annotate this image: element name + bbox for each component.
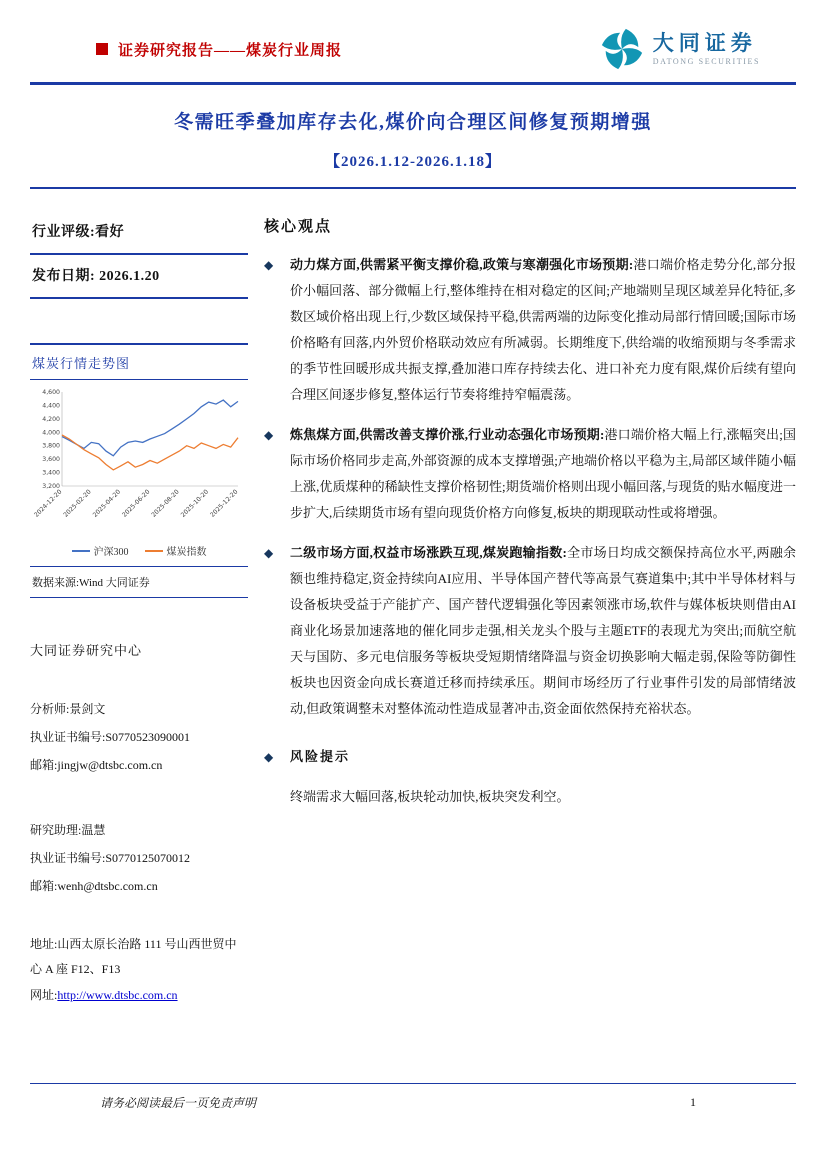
core-views-heading: 核心观点 — [264, 219, 333, 235]
svg-text:3,800: 3,800 — [42, 442, 60, 450]
title-divider — [30, 187, 796, 189]
svg-text:3,200: 3,200 — [42, 483, 60, 490]
bullet-secondary-market — [264, 540, 796, 722]
analyst-cert: 执业证书编号:S0770523090001 — [30, 730, 191, 745]
svg-text:2025-10-20: 2025-10-20 — [179, 488, 211, 519]
legend-label-coal: 煤炭指数 — [166, 547, 207, 558]
data-source: 数据来源:Wind 大同证券 — [30, 566, 248, 598]
research-center: 大同证券研究中心 — [30, 643, 143, 658]
company-logo — [599, 26, 760, 72]
bullet-lead: 炼焦煤方面,供需改善支撑价涨,行业动态强化市场预期: — [290, 427, 605, 442]
risk-body: 终端需求大幅回落,板块轮动加快,板块突发利空。 — [290, 789, 570, 804]
risk-heading: 风险提示 — [290, 749, 351, 764]
bullet-body: 全市场日均成交额保持高位水平,两融余额也维持稳定,资金持续向AI应用、半导体国产替代等高景气赛道集中;其中半导体材料与设备板块受益于产能扩产、国产替代逻辑强化等因素领涨市场,软件与媒体板块则借由AI商业化场景加速落地的催化同步走强,相关龙头个股与主题ETF的表现尤为突出;而航空航天与国防、多元电信服务等板块受短期情绪降温与资金切换影响大幅走弱,保险等防御性板块也因资金向成长赛道迁移而持续承压。期间市场经历了行业事件引发的局部情绪波动,但政策调整未对整体流动性造成显著冲击,资金面依然保持充裕状态。 — [290, 545, 796, 716]
assistant-info — [30, 816, 248, 901]
report-type-banner — [96, 39, 342, 60]
logo-name-en: DATONG SECURITIES — [652, 57, 760, 67]
website-link[interactable]: http://www.dtsbc.com.cn — [57, 987, 178, 1002]
bullet-lead: 动力煤方面,供需紧平衡支撑价稳,政策与寒潮强化市场预期: — [290, 257, 634, 272]
svg-text:2025-06-20: 2025-06-20 — [121, 488, 152, 519]
bullet-coking-coal — [264, 422, 796, 526]
report-period: 【2026.1.12-2026.1.18】 — [325, 154, 501, 170]
svg-text:4,200: 4,200 — [42, 415, 60, 423]
legend-label-hs300: 沪深300 — [93, 547, 129, 558]
bullet-body: 港口端价格走势分化,部分报价小幅回落、部分微幅上行,整体维持在相对稳定的区间;产地端则呈现区域差异化特征,多数区域价格出现上行,少数区域保持平稳,供需两端的边际变化推动局部行情回暖;国际市场价格略有回落,内外贸价格联动效应有所减弱。长期维度下,供给端的收缩预期与冬季需求的季节性回暖形成共振支撑,叠加港口库存持续去化、进口补充力度有限,煤价后续有望向合理区间逐步修复,整体运行节奏将维持窄幅震荡。 — [290, 257, 796, 402]
coal-line-swatch-icon — [145, 550, 163, 552]
bullet-body: 港口端价格大幅上行,涨幅突出;国际市场价格同步走高,外部资源的成本支撑增强;产地端价格以平稳为主,局部区域伴随小幅上涨,优质煤种的稀缺性支撑价格韧性;期货端价格则出现小幅回落,与现货的贴水幅度进一步扩大,后续期货市场有望向现货价格方向修复,板块的期现联动性或将增强。 — [290, 427, 796, 520]
logo-text — [653, 32, 760, 66]
market-trend-box — [30, 343, 248, 598]
sidebar — [30, 213, 248, 1008]
bullet-thermal-coal — [264, 252, 796, 408]
bullet-risk — [264, 744, 796, 770]
report-type-label: 证券研究报告——煤炭行业周报 — [118, 42, 343, 59]
chart-legend — [30, 541, 248, 566]
legend-item-hs300 — [72, 543, 129, 558]
assistant-email: 邮箱:wenh@dtsbc.com.cn — [30, 878, 158, 893]
bullet-paragraph — [290, 422, 796, 526]
diamond-bullet-icon: ◆ — [264, 546, 274, 560]
svg-text:4,000: 4,000 — [42, 429, 60, 437]
svg-text:2025-12-20: 2025-12-20 — [209, 488, 240, 519]
svg-text:2025-02-20: 2025-02-20 — [62, 488, 93, 519]
assistant-cert: 执业证书编号:S0770125070012 — [30, 850, 191, 865]
publish-date: 发布日期: 2026.1.20 — [30, 257, 248, 299]
svg-text:4,600: 4,600 — [42, 389, 60, 396]
company-address: 地址:山西太原长治路 111 号山西世贸中心 A 座 F12、F13 — [30, 937, 237, 977]
svg-text:3,400: 3,400 — [42, 469, 60, 477]
bullet-paragraph — [290, 540, 796, 722]
red-square-icon — [96, 43, 108, 55]
page-footer — [0, 1083, 826, 1112]
bullet-lead: 二级市场方面,权益市场涨跌互现,煤炭跑输指数: — [290, 545, 567, 560]
logo-name-cn: 大同证券 — [652, 30, 757, 55]
svg-text:2024-12-20: 2024-12-20 — [33, 488, 64, 519]
report-title: 冬需旺季叠加库存去化,煤价向合理区间修复预期增强 — [174, 112, 652, 133]
svg-text:2025-08-20: 2025-08-20 — [150, 488, 181, 519]
industry-rating: 行业评级:看好 — [30, 213, 248, 255]
svg-text:2025-04-20: 2025-04-20 — [91, 488, 123, 519]
trend-chart — [30, 386, 246, 536]
page-number: 1 — [690, 1095, 696, 1109]
chart-title: 煤炭行情走势图 — [30, 345, 248, 380]
logo-pinwheel-icon — [599, 26, 645, 72]
main-content — [264, 213, 796, 1008]
legend-item-coal — [145, 543, 207, 558]
bullet-paragraph — [290, 252, 796, 408]
analyst-email: 邮箱:jingjw@dtsbc.com.cn — [30, 758, 163, 773]
website-line — [30, 983, 248, 1008]
page-header — [0, 0, 826, 82]
title-block — [0, 85, 826, 187]
hs300-line-swatch-icon — [72, 550, 90, 552]
chart-area — [30, 380, 248, 566]
analyst-info — [30, 695, 248, 780]
content-columns — [0, 213, 826, 1008]
risk-heading-wrap — [290, 744, 796, 770]
diamond-bullet-icon: ◆ — [264, 750, 274, 764]
svg-text:4,400: 4,400 — [42, 402, 60, 410]
diamond-bullet-icon: ◆ — [264, 258, 274, 272]
footer-row — [0, 1084, 826, 1111]
analyst-name: 分析师:景剑文 — [30, 702, 106, 716]
assistant-name: 研究助理:温慧 — [30, 822, 106, 837]
diamond-bullet-icon: ◆ — [264, 428, 274, 442]
footer-disclaimer: 请务必阅读最后一页免责声明 — [100, 1096, 257, 1110]
website-label: 网址: — [30, 987, 58, 1002]
contact-info — [30, 932, 248, 1008]
svg-text:3,600: 3,600 — [42, 456, 60, 464]
